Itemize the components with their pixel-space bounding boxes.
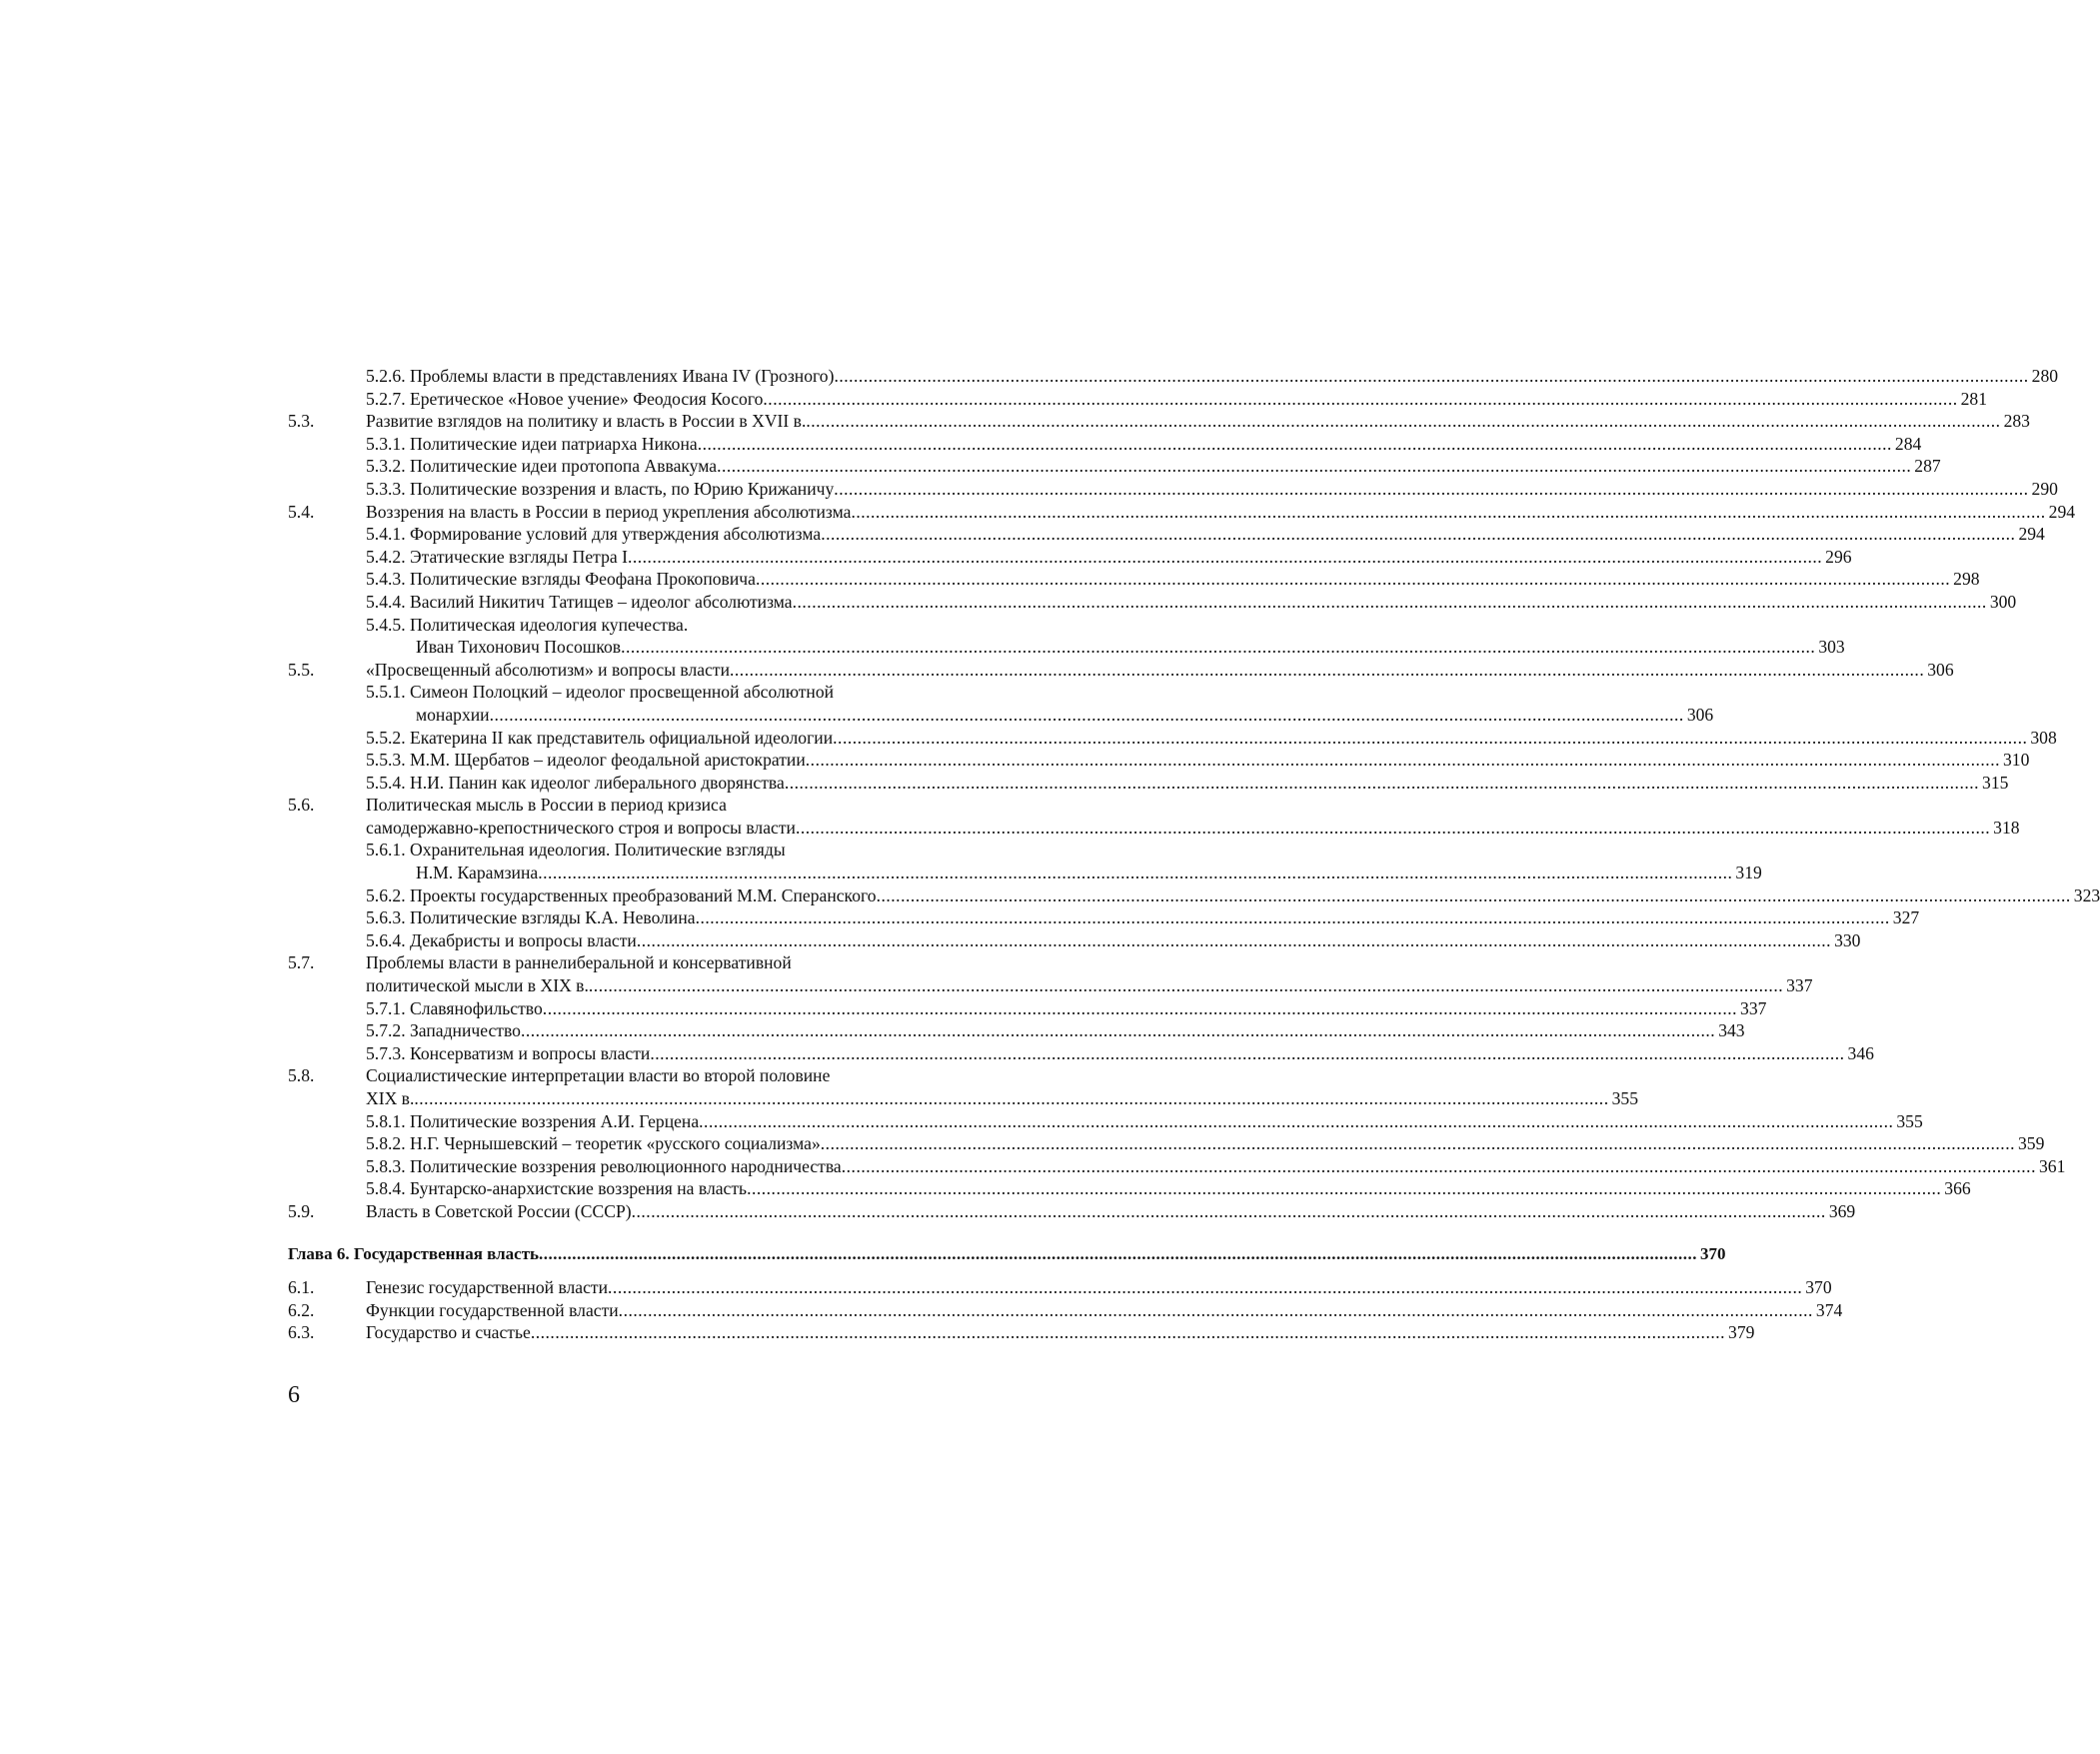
entry-title: политической мысли в XIX в.	[366, 975, 589, 996]
entry-page: 287	[1914, 456, 1941, 477]
section-number: 5.3.	[288, 411, 315, 432]
entry-page: 379	[1728, 1322, 1755, 1343]
entry-title: Проблемы власти в раннелиберальной и консервативной	[366, 952, 792, 973]
entry-title: XIX в.	[366, 1088, 415, 1108]
dot-leader	[699, 1110, 1893, 1133]
toc-entry	[288, 772, 2009, 795]
chapter-heading	[288, 1243, 1726, 1266]
toc-entry	[288, 659, 1954, 682]
entry-title: самодержавно-крепостнического строя и вопросы власти	[366, 817, 796, 838]
entry-page: 359	[2017, 1133, 2045, 1154]
entry-page: 374	[1815, 1299, 1843, 1320]
entry-title: 5.2.6. Проблемы власти в представлениях Ивана IV (Грозного)	[366, 366, 835, 386]
section-number: 5.9.	[288, 1200, 315, 1221]
entry-page: 300	[1989, 591, 2017, 612]
entry-page: 355	[1611, 1088, 1638, 1108]
entry-title: 5.5.3. М.М. Щербатов – идеолог феодальной аристократии	[366, 750, 806, 771]
entry-page: 306	[1686, 704, 1714, 725]
toc-entry	[288, 1299, 1843, 1322]
entry-page: 355	[1896, 1110, 1923, 1131]
dot-leader	[785, 772, 1979, 795]
toc-entry	[288, 523, 2045, 546]
section-number: 6.3.	[288, 1322, 315, 1343]
dot-leader	[490, 704, 1684, 727]
dot-leader	[763, 388, 1957, 411]
entry-page: 294	[2018, 524, 2045, 545]
entry-title: Воззрения на власть в России в период укрепления абсолютизма	[366, 501, 852, 522]
toc-entry	[288, 906, 1920, 929]
dot-leader	[698, 433, 1892, 456]
toc-entry	[288, 1042, 1874, 1065]
entry-title: 5.6.4. Декабристы и вопросы власти	[366, 929, 637, 950]
entry-page: 306	[1927, 659, 1954, 680]
dot-leader	[877, 884, 2071, 907]
toc-entry	[288, 884, 2100, 907]
entry-page: 337	[1740, 997, 1767, 1018]
toc-entry	[288, 1177, 1971, 1200]
chapter-title: Глава 6. Государственная власть	[288, 1243, 540, 1263]
entry-title: Функции государственной власти	[366, 1299, 619, 1320]
entry-title: Генезис государственной власти	[366, 1277, 609, 1298]
toc-entry	[288, 433, 1922, 456]
entry-page: 280	[2031, 366, 2059, 386]
dot-leader	[717, 455, 1911, 478]
entry-page: 337	[1786, 975, 1813, 996]
toc-section-6	[288, 1276, 1843, 1344]
entry-title: 5.4.3. Политические взгляды Феофана Прокоповича	[366, 569, 756, 590]
dot-leader	[696, 906, 1890, 929]
toc-entry	[288, 862, 1762, 884]
section-number: 6.2.	[288, 1299, 315, 1320]
toc-entry	[288, 1087, 1638, 1110]
entry-title: 5.3.3. Политические воззрения и власть, по Юрию Крижаничу	[366, 478, 835, 499]
dot-leader	[414, 1087, 1608, 1110]
dot-leader	[806, 410, 2000, 433]
entry-title: 5.4.1. Формирование условий для утверждения абсолютизма	[366, 524, 822, 545]
entry-page: 296	[1825, 546, 1852, 567]
dot-leader	[538, 862, 1732, 884]
entry-title: Власть в Советской России (СССР)	[366, 1200, 632, 1221]
entry-title: 5.8.1. Политические воззрения А.И. Герцена	[366, 1110, 700, 1131]
dot-leader	[793, 591, 1987, 614]
entry-page: 323	[2073, 884, 2100, 905]
entry-title: 5.5.2. Екатерина II как представитель официальной идеологии	[366, 727, 834, 748]
toc-entry	[288, 388, 1987, 411]
section-number: 5.8.	[288, 1065, 315, 1086]
toc-entry	[288, 1110, 1923, 1133]
section-number: 5.6.	[288, 795, 315, 816]
dot-leader	[589, 974, 1783, 997]
entry-title: 5.4.4. Василий Никитич Татищев – идеолог абсолютизма	[366, 591, 793, 612]
toc-entry	[288, 614, 960, 637]
entry-page: 346	[1847, 1042, 1874, 1063]
dot-leader	[621, 636, 1815, 659]
toc-entry	[288, 546, 1852, 569]
entry-title: 5.6.2. Проекты государственных преобразований М.М. Сперанского	[366, 884, 877, 905]
section-number: 5.7.	[288, 952, 315, 973]
entry-page: 281	[1960, 388, 1987, 409]
entry-page: 303	[1818, 637, 1845, 658]
entry-title: 5.5.4. Н.И. Панин как идеолог либерального дворянства	[366, 772, 785, 793]
dot-leader	[796, 817, 1990, 840]
entry-title: 5.7.1. Славянофильство	[366, 997, 543, 1018]
entry-title: 5.3.2. Политические идеи протопопа Аввакума	[366, 456, 718, 477]
dot-leader	[834, 478, 2028, 501]
toc-entry	[288, 1019, 1745, 1042]
entry-title: 5.6.3. Политические взгляды К.А. Неволина	[366, 907, 696, 928]
dot-leader	[821, 1132, 2015, 1155]
dot-leader	[539, 1243, 1697, 1266]
toc-entry	[288, 839, 960, 862]
dot-leader	[543, 997, 1737, 1020]
dot-leader	[833, 727, 2027, 750]
toc-entry	[288, 591, 2017, 614]
toc-entry	[288, 974, 1813, 997]
entry-page: 294	[2048, 501, 2076, 522]
dot-leader	[756, 568, 1950, 591]
entry-page: 343	[1718, 1020, 1745, 1041]
entry-title: Социалистические интерпретации власти во второй половине	[366, 1065, 831, 1086]
toc-entry	[288, 636, 1845, 659]
dot-leader	[628, 546, 1822, 569]
entry-title: Н.М. Карамзина	[416, 863, 539, 883]
dot-leader	[842, 1155, 2036, 1178]
entry-page: 327	[1892, 907, 1920, 928]
dot-leader	[608, 1276, 1802, 1299]
toc-entry	[288, 929, 1861, 952]
dot-leader	[821, 523, 2015, 546]
entry-title: Развитие взглядов на политику и власть в России в XVII в.	[366, 411, 807, 432]
entry-title: 5.4.2. Этатические взгляды Петра I	[366, 546, 628, 567]
entry-page: 310	[2002, 750, 2030, 771]
entry-page: 319	[1735, 863, 1762, 883]
entry-page: 308	[2030, 727, 2057, 748]
section-number: 6.1.	[288, 1277, 315, 1298]
entry-title: 5.5.1. Симеон Полоцкий – идеолог просвещенной абсолютной	[366, 682, 835, 703]
toc-entry	[288, 749, 2030, 772]
dot-leader	[632, 1200, 1826, 1223]
toc-entry	[288, 727, 2057, 750]
toc-entry	[288, 1276, 1832, 1299]
page-number: 6	[288, 1382, 300, 1408]
toc-section-5	[288, 365, 2100, 1223]
toc-entry	[288, 568, 1980, 591]
entry-title: 5.7.3. Консерватизм и вопросы власти	[366, 1042, 651, 1063]
toc-entry	[288, 365, 2059, 388]
dot-leader	[730, 659, 1924, 682]
entry-title: 5.8.4. Бунтарско-анархистские воззрения на власть	[366, 1178, 748, 1199]
chapter-page: 370	[1700, 1243, 1726, 1263]
toc-entry	[288, 997, 1767, 1020]
dot-leader	[747, 1177, 1941, 1200]
entry-title: 5.4.5. Политическая идеология купечества.	[366, 614, 689, 635]
entry-page: 369	[1828, 1200, 1856, 1221]
section-number: 5.4.	[288, 501, 315, 522]
toc-entry	[288, 951, 960, 974]
dot-leader	[650, 1042, 1844, 1065]
entry-page: 366	[1944, 1178, 1971, 1199]
entry-page: 283	[2003, 411, 2030, 432]
entry-page: 315	[1982, 772, 2009, 793]
entry-title: 5.8.3. Политические воззрения революционного народничества	[366, 1155, 842, 1176]
entry-title: «Просвещенный абсолютизм» и вопросы власти	[366, 659, 730, 680]
toc-entry	[288, 501, 2076, 524]
entry-title: 5.8.2. Н.Г. Чернышевский – теоретик «русского социализма»	[366, 1133, 821, 1154]
toc-entry	[288, 1132, 2045, 1155]
toc-entry	[288, 1321, 1755, 1344]
toc-entry	[288, 817, 2020, 840]
entry-title: 5.7.2. Западничество	[366, 1020, 521, 1041]
entry-page: 370	[1805, 1277, 1832, 1298]
entry-page: 318	[1993, 817, 2020, 838]
toc-entry	[288, 478, 2058, 501]
dot-leader	[531, 1321, 1725, 1344]
spacer	[288, 1223, 960, 1243]
toc-entry	[288, 681, 960, 704]
entry-page: 330	[1834, 929, 1861, 950]
dot-leader	[834, 365, 2028, 388]
section-number: 5.5.	[288, 659, 315, 680]
toc-entry	[288, 455, 1941, 478]
toc-entry	[288, 1155, 2066, 1178]
toc-entry	[288, 410, 2030, 433]
dot-leader	[619, 1299, 1813, 1322]
toc-entry	[288, 794, 960, 817]
entry-page: 290	[2031, 478, 2058, 499]
entry-title: Политическая мысль в России в период кризиса	[366, 795, 727, 816]
entry-title: монархии	[416, 704, 490, 725]
toc-entry	[288, 704, 1714, 727]
dot-leader	[637, 929, 1831, 952]
entry-title: 5.3.1. Политические идеи патриарха Никона	[366, 433, 698, 454]
entry-page: 298	[1953, 569, 1980, 590]
entry-page: 284	[1894, 433, 1922, 454]
toc-entry	[288, 1200, 1856, 1223]
entry-title: 5.6.1. Охранительная идеология. Политические взгляды	[366, 840, 786, 861]
entry-title: Иван Тихонович Посошков	[416, 637, 622, 658]
toc-entry	[288, 1064, 960, 1087]
entry-page: 361	[2038, 1155, 2066, 1176]
table-of-contents	[288, 365, 2100, 1344]
dot-leader	[521, 1019, 1715, 1042]
entry-title: Государство и счастье	[366, 1322, 531, 1343]
spacer	[288, 1265, 960, 1276]
dot-leader	[851, 501, 2045, 524]
dot-leader	[806, 749, 2000, 772]
entry-title: 5.2.7. Еретическое «Новое учение» Феодосия Косого	[366, 388, 764, 409]
